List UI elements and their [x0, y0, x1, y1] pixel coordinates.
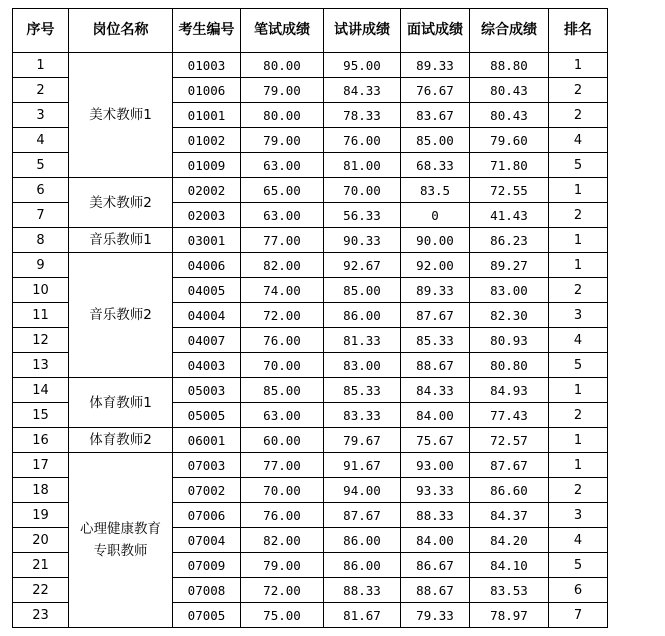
cell-position: 心理健康教育专职教师 — [69, 453, 173, 628]
cell-lecture-score: 83.00 — [324, 353, 401, 378]
cell-total-score: 87.67 — [470, 453, 549, 478]
header-written-score: 笔试成绩 — [241, 9, 324, 53]
cell-lecture-score: 85.33 — [324, 378, 401, 403]
cell-lecture-score: 81.67 — [324, 603, 401, 628]
cell-written-score: 82.00 — [241, 253, 324, 278]
cell-exam-id: 01006 — [173, 78, 241, 103]
cell-exam-id: 01001 — [173, 103, 241, 128]
cell-rank: 3 — [549, 303, 608, 328]
cell-position: 美术教师2 — [69, 178, 173, 228]
cell-lecture-score: 83.33 — [324, 403, 401, 428]
cell-interview-score: 83.5 — [401, 178, 470, 203]
cell-position: 音乐教师2 — [69, 253, 173, 378]
cell-exam-id: 07005 — [173, 603, 241, 628]
table-row — [13, 178, 608, 203]
cell-seq: 14 — [13, 378, 69, 403]
cell-interview-score: 83.67 — [401, 103, 470, 128]
cell-lecture-score: 81.00 — [324, 153, 401, 178]
cell-rank: 5 — [549, 553, 608, 578]
cell-total-score: 88.80 — [470, 53, 549, 78]
cell-rank: 5 — [549, 353, 608, 378]
cell-exam-id: 01002 — [173, 128, 241, 153]
cell-exam-id: 04003 — [173, 353, 241, 378]
cell-lecture-score: 88.33 — [324, 578, 401, 603]
table-row — [13, 378, 608, 403]
cell-written-score: 85.00 — [241, 378, 324, 403]
cell-interview-score: 85.00 — [401, 128, 470, 153]
cell-exam-id: 01009 — [173, 153, 241, 178]
cell-rank: 1 — [549, 53, 608, 78]
cell-exam-id: 06001 — [173, 428, 241, 453]
cell-rank: 2 — [549, 403, 608, 428]
cell-seq: 23 — [13, 603, 69, 628]
cell-position: 音乐教师1 — [69, 228, 173, 253]
cell-total-score: 72.55 — [470, 178, 549, 203]
cell-written-score: 72.00 — [241, 578, 324, 603]
cell-seq: 6 — [13, 178, 69, 203]
cell-seq: 11 — [13, 303, 69, 328]
cell-written-score: 63.00 — [241, 403, 324, 428]
cell-rank: 1 — [549, 428, 608, 453]
cell-seq: 4 — [13, 128, 69, 153]
cell-interview-score: 93.33 — [401, 478, 470, 503]
cell-seq: 10 — [13, 278, 69, 303]
header-total-score: 综合成绩 — [470, 9, 549, 53]
cell-total-score: 83.53 — [470, 578, 549, 603]
cell-interview-score: 87.67 — [401, 303, 470, 328]
cell-lecture-score: 81.33 — [324, 328, 401, 353]
cell-seq: 8 — [13, 228, 69, 253]
cell-exam-id: 04007 — [173, 328, 241, 353]
cell-seq: 12 — [13, 328, 69, 353]
cell-written-score: 82.00 — [241, 528, 324, 553]
table-row — [13, 253, 608, 278]
cell-total-score: 84.20 — [470, 528, 549, 553]
cell-written-score: 60.00 — [241, 428, 324, 453]
header-position: 岗位名称 — [69, 9, 173, 53]
cell-lecture-score: 86.00 — [324, 528, 401, 553]
cell-written-score: 76.00 — [241, 503, 324, 528]
cell-rank: 5 — [549, 153, 608, 178]
cell-interview-score: 90.00 — [401, 228, 470, 253]
cell-interview-score: 68.33 — [401, 153, 470, 178]
cell-written-score: 80.00 — [241, 103, 324, 128]
cell-seq: 9 — [13, 253, 69, 278]
table-row — [13, 428, 608, 453]
cell-rank: 3 — [549, 503, 608, 528]
cell-seq: 21 — [13, 553, 69, 578]
cell-total-score: 84.37 — [470, 503, 549, 528]
cell-lecture-score: 86.00 — [324, 303, 401, 328]
cell-lecture-score: 84.33 — [324, 78, 401, 103]
cell-lecture-score: 70.00 — [324, 178, 401, 203]
cell-written-score: 72.00 — [241, 303, 324, 328]
cell-total-score: 71.80 — [470, 153, 549, 178]
cell-seq: 7 — [13, 203, 69, 228]
cell-rank: 4 — [549, 128, 608, 153]
cell-written-score: 63.00 — [241, 203, 324, 228]
cell-seq: 22 — [13, 578, 69, 603]
cell-lecture-score: 94.00 — [324, 478, 401, 503]
cell-exam-id: 07003 — [173, 453, 241, 478]
cell-rank: 4 — [549, 528, 608, 553]
cell-written-score: 70.00 — [241, 353, 324, 378]
cell-position: 美术教师1 — [69, 53, 173, 178]
cell-rank: 4 — [549, 328, 608, 353]
cell-written-score: 80.00 — [241, 53, 324, 78]
header-exam-id: 考生编号 — [173, 9, 241, 53]
cell-seq: 16 — [13, 428, 69, 453]
cell-total-score: 80.80 — [470, 353, 549, 378]
header-row — [13, 9, 608, 53]
cell-rank: 2 — [549, 203, 608, 228]
cell-position: 体育教师1 — [69, 378, 173, 428]
cell-interview-score: 92.00 — [401, 253, 470, 278]
cell-exam-id: 07006 — [173, 503, 241, 528]
cell-total-score: 84.10 — [470, 553, 549, 578]
cell-interview-score: 88.67 — [401, 578, 470, 603]
cell-exam-id: 04004 — [173, 303, 241, 328]
cell-lecture-score: 91.67 — [324, 453, 401, 478]
cell-rank: 6 — [549, 578, 608, 603]
cell-seq: 19 — [13, 503, 69, 528]
cell-total-score: 72.57 — [470, 428, 549, 453]
cell-written-score: 63.00 — [241, 153, 324, 178]
cell-total-score: 78.97 — [470, 603, 549, 628]
cell-total-score: 86.23 — [470, 228, 549, 253]
cell-rank: 2 — [549, 278, 608, 303]
cell-lecture-score: 90.33 — [324, 228, 401, 253]
cell-exam-id: 07009 — [173, 553, 241, 578]
header-lecture-score: 试讲成绩 — [324, 9, 401, 53]
cell-rank: 1 — [549, 453, 608, 478]
cell-exam-id: 02002 — [173, 178, 241, 203]
cell-rank: 1 — [549, 378, 608, 403]
table-row — [13, 453, 608, 478]
cell-total-score: 80.93 — [470, 328, 549, 353]
cell-total-score: 83.00 — [470, 278, 549, 303]
cell-written-score: 79.00 — [241, 553, 324, 578]
cell-exam-id: 05005 — [173, 403, 241, 428]
cell-seq: 18 — [13, 478, 69, 503]
cell-seq: 13 — [13, 353, 69, 378]
table-row — [13, 228, 608, 253]
cell-interview-score: 84.33 — [401, 378, 470, 403]
cell-written-score: 77.00 — [241, 453, 324, 478]
cell-exam-id: 04005 — [173, 278, 241, 303]
cell-seq: 2 — [13, 78, 69, 103]
cell-interview-score: 89.33 — [401, 278, 470, 303]
cell-total-score: 84.93 — [470, 378, 549, 403]
header-rank: 排名 — [549, 9, 608, 53]
cell-seq: 5 — [13, 153, 69, 178]
cell-lecture-score: 87.67 — [324, 503, 401, 528]
cell-total-score: 77.43 — [470, 403, 549, 428]
cell-interview-score: 88.33 — [401, 503, 470, 528]
cell-interview-score: 86.67 — [401, 553, 470, 578]
cell-interview-score: 93.00 — [401, 453, 470, 478]
cell-written-score: 79.00 — [241, 128, 324, 153]
cell-total-score: 79.60 — [470, 128, 549, 153]
cell-total-score: 89.27 — [470, 253, 549, 278]
cell-interview-score: 89.33 — [401, 53, 470, 78]
cell-written-score: 79.00 — [241, 78, 324, 103]
cell-exam-id: 05003 — [173, 378, 241, 403]
cell-lecture-score: 86.00 — [324, 553, 401, 578]
cell-total-score: 80.43 — [470, 78, 549, 103]
cell-exam-id: 07008 — [173, 578, 241, 603]
cell-interview-score: 75.67 — [401, 428, 470, 453]
cell-seq: 1 — [13, 53, 69, 78]
cell-interview-score: 85.33 — [401, 328, 470, 353]
cell-written-score: 65.00 — [241, 178, 324, 203]
cell-exam-id: 07002 — [173, 478, 241, 503]
header-interview-score: 面试成绩 — [401, 9, 470, 53]
cell-interview-score: 88.67 — [401, 353, 470, 378]
cell-total-score: 41.43 — [470, 203, 549, 228]
header-seq: 序号 — [13, 9, 69, 53]
cell-lecture-score: 76.00 — [324, 128, 401, 153]
cell-rank: 2 — [549, 78, 608, 103]
cell-written-score: 75.00 — [241, 603, 324, 628]
cell-rank: 7 — [549, 603, 608, 628]
cell-written-score: 70.00 — [241, 478, 324, 503]
cell-rank: 2 — [549, 103, 608, 128]
cell-seq: 3 — [13, 103, 69, 128]
cell-seq: 15 — [13, 403, 69, 428]
cell-lecture-score: 95.00 — [324, 53, 401, 78]
cell-exam-id: 07004 — [173, 528, 241, 553]
table-row — [13, 53, 608, 78]
cell-lecture-score: 85.00 — [324, 278, 401, 303]
cell-lecture-score: 56.33 — [324, 203, 401, 228]
cell-rank: 2 — [549, 478, 608, 503]
cell-exam-id: 04006 — [173, 253, 241, 278]
cell-exam-id: 03001 — [173, 228, 241, 253]
cell-interview-score: 76.67 — [401, 78, 470, 103]
cell-written-score: 77.00 — [241, 228, 324, 253]
table-body — [13, 53, 608, 628]
cell-interview-score: 0 — [401, 203, 470, 228]
cell-interview-score: 79.33 — [401, 603, 470, 628]
cell-seq: 17 — [13, 453, 69, 478]
cell-lecture-score: 92.67 — [324, 253, 401, 278]
cell-lecture-score: 79.67 — [324, 428, 401, 453]
cell-rank: 1 — [549, 253, 608, 278]
cell-total-score: 82.30 — [470, 303, 549, 328]
score-table — [12, 8, 608, 628]
cell-exam-id: 01003 — [173, 53, 241, 78]
cell-interview-score: 84.00 — [401, 403, 470, 428]
cell-interview-score: 84.00 — [401, 528, 470, 553]
cell-exam-id: 02003 — [173, 203, 241, 228]
cell-seq: 20 — [13, 528, 69, 553]
cell-total-score: 80.43 — [470, 103, 549, 128]
cell-total-score: 86.60 — [470, 478, 549, 503]
cell-rank: 1 — [549, 228, 608, 253]
cell-written-score: 76.00 — [241, 328, 324, 353]
cell-rank: 1 — [549, 178, 608, 203]
cell-written-score: 74.00 — [241, 278, 324, 303]
cell-lecture-score: 78.33 — [324, 103, 401, 128]
cell-position: 体育教师2 — [69, 428, 173, 453]
